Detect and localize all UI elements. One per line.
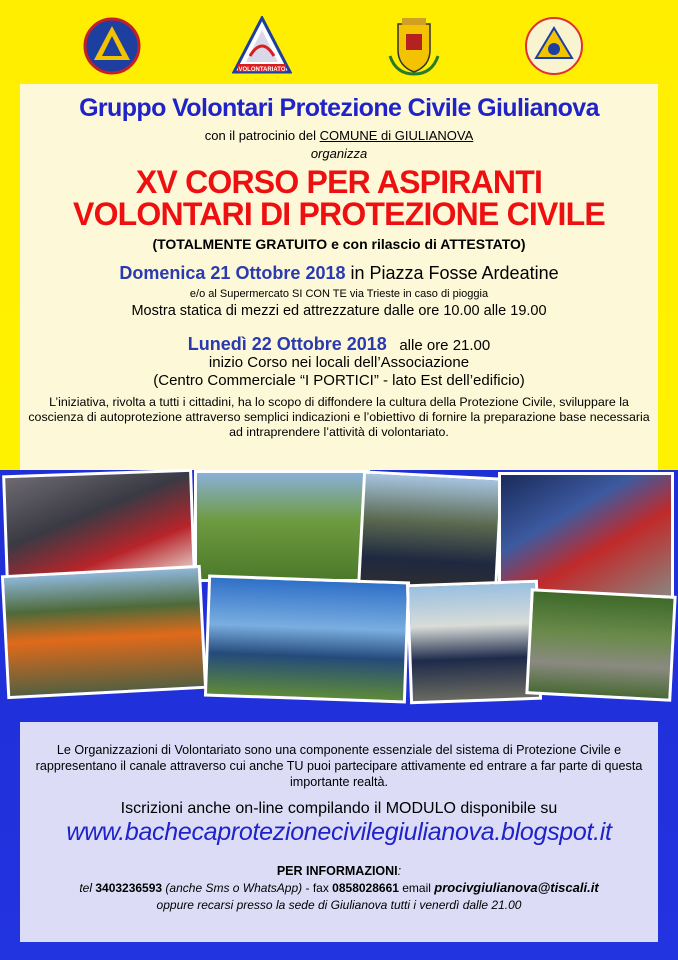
volontariato-logo xyxy=(232,16,292,76)
registration-text: Iscrizioni anche on-line compilando il MODULO disponibile su xyxy=(120,800,558,817)
exhibit-hours: Mostra statica di mezzi ed attrezzature dalle ore 10.00 alle 19.00 xyxy=(131,303,547,319)
svg-text:VOLONTARIATO: VOLONTARIATO xyxy=(238,67,286,73)
contact-line: tel 3403236593 (anche Sms o WhatsApp) - fax 0858028661 email procivgiulianova@tiscali.it xyxy=(79,880,599,895)
sunday-date: Domenica 21 Ottobre 2018 xyxy=(119,263,346,283)
visit-office-note: oppure recarsi presso la sede di Giulianova tutti i venerdì dalle 21.00 xyxy=(156,898,522,912)
fax-number: 0858028661 xyxy=(332,881,399,895)
photo-volunteer-vehicle xyxy=(406,580,542,705)
protezione-civile-logo xyxy=(82,16,142,76)
group-title: Gruppo Volontari Protezione Civile Giulianova xyxy=(79,94,599,122)
monday-date: Lunedì 22 Ottobre 2018 xyxy=(187,334,387,354)
monday-line xyxy=(20,334,658,355)
patronage-line: con il patrocinio del COMUNE di GIULIANOVA xyxy=(204,128,474,143)
initiative-description: L’iniziativa, rivolta a tutti i cittadini, ha lo scopo di diffondere la cultura della Protezione Civile, sviluppare la coscienza di autoprotezione attraverso semplici indicazioni e l’obiettivo di fornire la preparazione base necessaria ad intraprendere l’attività di volontariato. xyxy=(28,395,650,439)
comune-link: COMUNE di GIULIANOVA xyxy=(319,128,474,143)
free-certificate-note: (TOTALMENTE GRATUITO e con rilascio di ATTESTATO) xyxy=(152,236,526,252)
course-location-line: (Centro Commerciale “I PORTICI” - lato Est dell’edificio) xyxy=(153,372,525,389)
rain-note: e/o al Supermercato SI CON TE via Trieste in caso di pioggia xyxy=(189,288,489,300)
info-heading: PER INFORMAZIONI: xyxy=(276,864,402,878)
gruppo-giulianova-badge xyxy=(524,16,584,76)
course-title-line2: VOLONTARI DI PROTEZIONE CIVILE xyxy=(73,196,605,232)
phone-number[interactable]: 3403236593 xyxy=(95,881,163,895)
photo-tents-flags xyxy=(204,575,410,704)
logos-row xyxy=(0,16,678,82)
email-address[interactable]: procivgiulianova@tiscali.it xyxy=(434,880,599,895)
monday-time: alle ore 21.00 xyxy=(386,337,491,354)
photo-officials-crowd xyxy=(1,565,207,699)
course-title-line1: XV CORSO PER ASPIRANTI xyxy=(135,164,543,200)
organizations-text: Le Organizzazioni di Volontariato sono una componente essenziale del sistema di Protezione Civile e rappresentano il canale attraverso cui anche TU puoi partecipare attivamente ed entrare a far parte di questa importante realtà. xyxy=(35,743,643,789)
comune-giulianova-crest xyxy=(384,16,444,76)
sunday-line xyxy=(20,263,658,284)
photo-fire-hose xyxy=(194,470,370,582)
registration-url[interactable]: www.bachecaprotezionecivilegiulianova.blogspot.it xyxy=(66,818,612,846)
photo-collage xyxy=(0,470,678,720)
organizza-text: organizza xyxy=(310,146,368,161)
sunday-place: in Piazza Fosse Ardeatine xyxy=(345,263,559,283)
course-start-line: inizio Corso nei locali dell’Associazione xyxy=(208,354,470,371)
photo-stream-work xyxy=(525,588,676,701)
photo-volunteers-group xyxy=(357,470,503,595)
